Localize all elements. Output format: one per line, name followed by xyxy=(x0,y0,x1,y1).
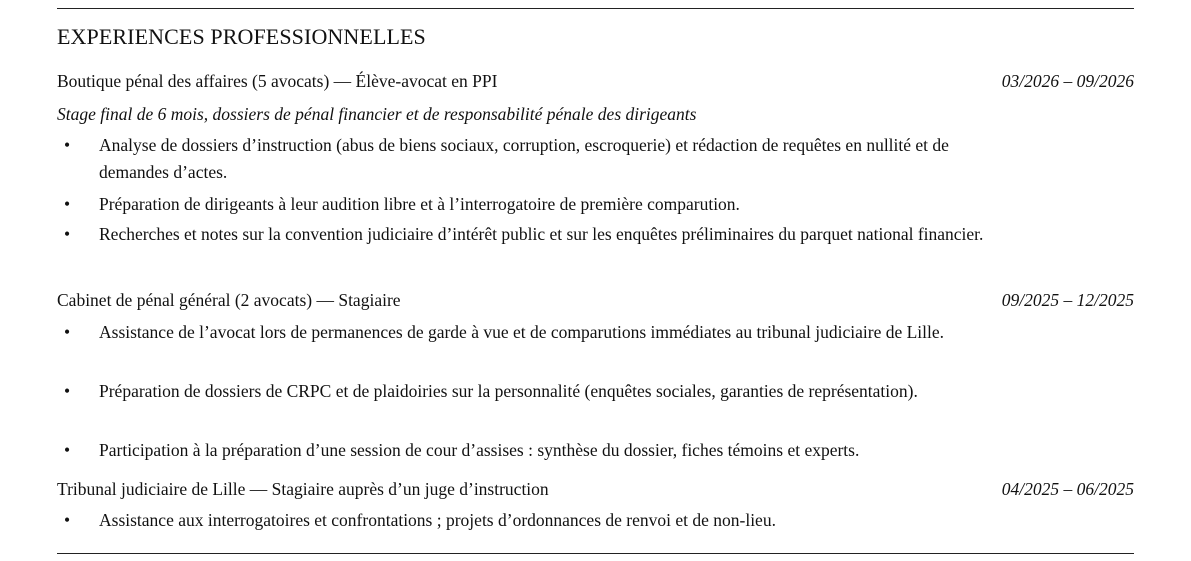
bullet-text: Préparation de dossiers de CRPC et de plaidoiries sur la personnalité (enquêtes sociales, garanties de représentation). xyxy=(99,381,918,401)
bullet-text: Recherches et notes sur la convention judiciaire d’intérêt public et sur les enquêtes préliminaires du parquet national financier. xyxy=(99,224,984,244)
section-title: EXPERIENCES PROFESSIONNELLES xyxy=(57,24,426,49)
bullet-text: Participation à la préparation d’une session de cour d’assises : synthèse du dossier, fiches témoins et experts. xyxy=(99,440,860,460)
job-subtitle: Stage final de 6 mois, dossiers de pénal financier et de responsabilité pénale des dirigeants xyxy=(57,104,697,124)
bullet-icon: • xyxy=(64,440,71,460)
job-header xyxy=(57,71,1134,95)
job-dates: 09/2025 – 12/2025 xyxy=(1001,290,1134,310)
job-header xyxy=(57,479,1134,503)
bullet-text: Assistance aux interrogatoires et confrontations ; projets d’ordonnances de renvoi et de non-lieu. xyxy=(99,510,776,530)
bullet-text: Analyse de dossiers d’instruction (abus de biens sociaux, corruption, escroquerie) et rédaction de requêtes en nullité et de demandes d’actes. xyxy=(99,135,949,182)
job-dates: 04/2025 – 06/2025 xyxy=(1001,479,1134,499)
job-header xyxy=(57,290,1134,314)
list-item xyxy=(57,507,987,534)
job-title: Tribunal judiciaire de Lille — Stagiaire auprès d’un juge d’instruction xyxy=(57,479,549,499)
list-item xyxy=(57,378,987,405)
bullet-icon: • xyxy=(64,135,71,155)
top-divider xyxy=(57,8,1134,9)
list-item xyxy=(57,132,987,186)
bullet-icon: • xyxy=(64,510,71,530)
list-item xyxy=(57,319,987,346)
bullet-icon: • xyxy=(64,194,71,214)
bullet-icon: • xyxy=(64,381,71,401)
list-item xyxy=(57,437,987,464)
bullet-icon: • xyxy=(64,322,71,342)
bullet-text: Préparation de dirigeants à leur audition libre et à l’interrogatoire de première comparution. xyxy=(99,194,740,214)
list-item xyxy=(57,191,987,218)
job-dates: 03/2026 – 09/2026 xyxy=(1001,71,1134,91)
bullet-text: Assistance de l’avocat lors de permanences de garde à vue et de comparutions immédiates au tribunal judiciaire de Lille. xyxy=(99,322,945,342)
job-title: Boutique pénal des affaires (5 avocats) — Élève-avocat en PPI xyxy=(57,71,498,91)
list-item xyxy=(57,221,987,248)
job-title: Cabinet de pénal général (2 avocats) — Stagiaire xyxy=(57,290,401,310)
bullet-icon: • xyxy=(64,224,71,244)
bottom-divider xyxy=(57,553,1134,554)
